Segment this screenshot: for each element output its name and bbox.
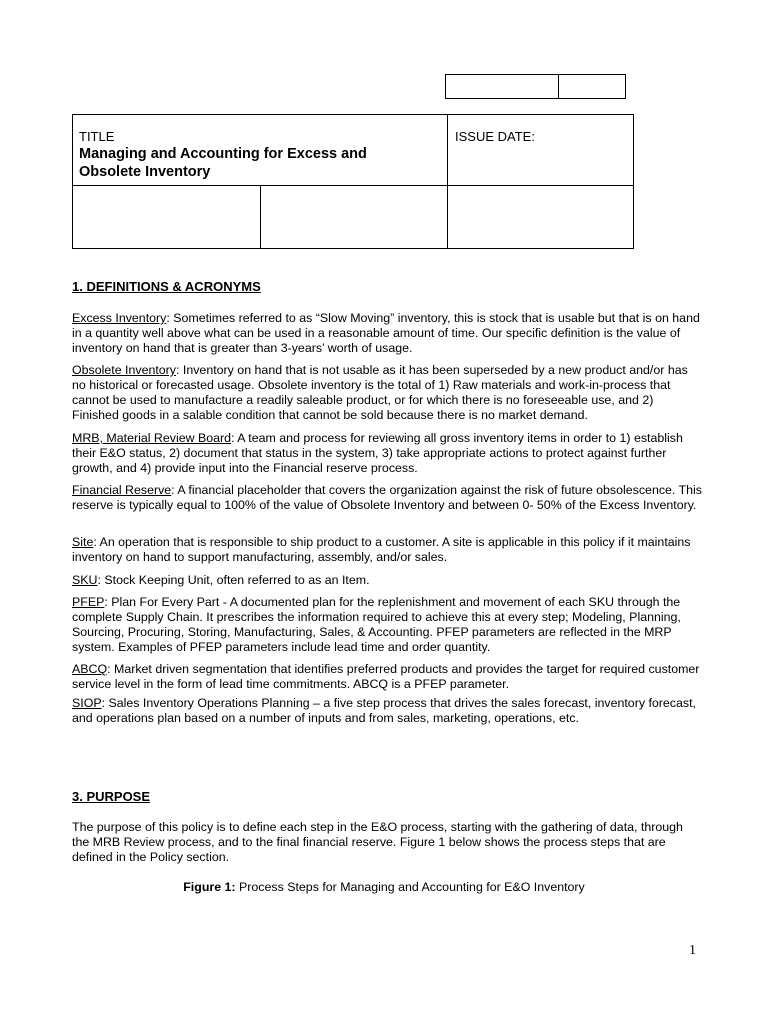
definitions-heading-wrap	[72, 279, 702, 294]
section-heading-purpose: 3. PURPOSE	[72, 789, 151, 804]
term: Site	[72, 535, 94, 549]
definition-text: : Sales Inventory Operations Planning – a five step process that drives the sales forecast, inventory forecast, and operations plan based on a number of inputs and from sales, marketing, operations, etc.	[72, 696, 696, 725]
issue-date-label: ISSUE DATE:	[455, 129, 535, 144]
definition-obsolete	[72, 363, 702, 423]
definition-text: : An operation that is responsible to ship product to a customer. A site is applicable in this policy if it maintains inventory on hand to support manufacturing, assembly, and/or sales.	[72, 535, 691, 564]
title-label: TITLE	[79, 129, 115, 144]
term: Financial Reserve	[72, 483, 172, 497]
term: Excess Inventory	[72, 311, 167, 325]
figure-caption-text: Process Steps for Managing and Accounting for E&O Inventory	[235, 880, 585, 894]
document-title: Managing and Accounting for Excess and Obsolete Inventory	[79, 146, 367, 180]
definition-pfep	[72, 595, 702, 655]
purpose-heading-wrap	[72, 789, 702, 804]
term: Obsolete Inventory	[72, 363, 177, 377]
definition-financial-reserve	[72, 483, 702, 513]
definition-text: : Sometimes referred to as “Slow Moving” inventory, this is stock that is usable but that is on hand in a quantity well above what can be used in a reasonable amount of time. Our specific definition is the value of inventory on hand that is greater than 3-years’ worth of usage.	[72, 311, 700, 355]
definition-mrb	[72, 431, 702, 476]
term: MRB, Material Review Board	[72, 431, 232, 445]
definition-text: : Market driven segmentation that identifies preferred products and provides the target for required customer service level in the form of lead time commitments. ABCQ is a PFEP parameter.	[72, 662, 700, 691]
definition-text: : Plan For Every Part - A documented plan for the replenishment and movement of each SKU through the complete Supply Chain. It prescribes the information required to achieve this at every step; Modeling, Planning, Sourcing, Procuring, Storing, Manufacturing, Sales, & Accounting. PFEP parameters are reflected in the MRP system. Examples of PFEP parameters include lead time and order quantity.	[72, 595, 681, 654]
definition-abcq	[72, 662, 702, 692]
term: ABCQ	[72, 662, 108, 676]
header-table	[72, 114, 634, 249]
term: SKU	[72, 573, 98, 587]
term: SIOP	[72, 696, 102, 710]
figure-label: Figure 1:	[183, 880, 236, 894]
definition-text: : A team and process for reviewing all gross inventory items in order to 1) establish their E&O status, 2) document that status in the system, 3) take appropriate actions to protect against further growth, and 4) provide input into the Financial reserve process.	[72, 431, 683, 475]
definition-excess	[72, 311, 702, 356]
purpose-paragraph: The purpose of this policy is to define each step in the E&O process, starting with the gathering of data, through the MRB Review process, and to the final financial reserve. Figure 1 below shows the process steps that are defined in the Policy section.	[72, 820, 683, 864]
section-heading-definitions: 1. DEFINITIONS & ACRONYMS	[72, 279, 261, 294]
purpose-paragraph-wrap	[72, 820, 702, 865]
definition-siop	[72, 696, 702, 726]
definition-text: : Stock Keeping Unit, often referred to as an Item.	[97, 573, 370, 587]
page-number: 1	[689, 943, 696, 958]
definition-text: : A financial placeholder that covers the organization against the risk of future obsolescence. This reserve is typically equal to 100% of the value of Obsolete Inventory and between 0- 50% of the Excess Inventory.	[72, 483, 702, 512]
figure-caption	[72, 880, 696, 895]
definition-text: : Inventory on hand that is not usable as it has been superseded by a new product and/or has no historical or forecasted usage. Obsolete inventory is the total of 1) Raw materials and work-in-process that cannot be used to manufacture a readily saleable product, or for which there is no foreseeable use, and 2) Finished goods in a salable condition that cannot be sold because there is no market demand.	[72, 363, 688, 422]
definition-site	[72, 535, 702, 565]
definition-sku	[72, 573, 702, 588]
doc-number-box	[445, 74, 626, 99]
term: PFEP	[72, 595, 105, 609]
